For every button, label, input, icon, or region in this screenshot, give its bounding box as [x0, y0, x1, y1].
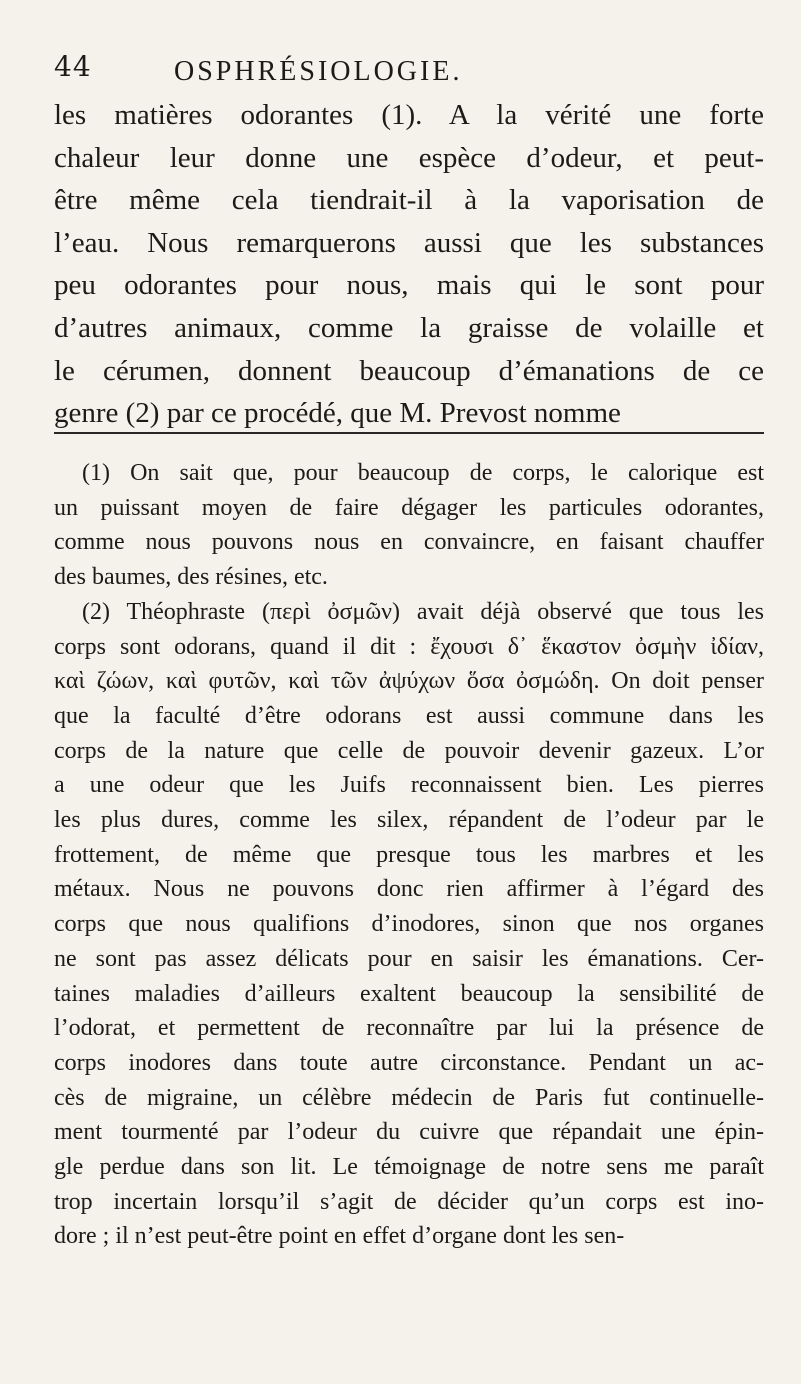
- page-number: 44: [54, 50, 92, 83]
- footnote-line: ne sont pas assez délicats pour en saisir les émanations. Cer-: [54, 945, 764, 972]
- footnote-line: que la faculté d’être odorans est aussi commune dans les: [54, 702, 764, 729]
- main-text-line: les matières odorantes (1). A la vérité une forte: [54, 99, 764, 131]
- footnote-separator: [54, 432, 764, 434]
- footnote-line: des baumes, des résines, etc.: [54, 564, 328, 591]
- footnote-line: a une odeur que les Juifs reconnaissent bien. Les pierres: [54, 772, 764, 799]
- footnote-line: ment tourmenté par l’odeur du cuivre que répandait une épin-: [54, 1119, 764, 1146]
- main-text-line: d’autres animaux, comme la graisse de volaille et: [54, 311, 764, 344]
- footnote-line: καὶ ζώων, καὶ φυτῶν, καὶ τῶν ἀψύχων ὅσα ὀσμώδη. On doit penser: [54, 668, 764, 695]
- footnote-line: dore ; il n’est peut-être point en effet d’organe dont les sen-: [54, 1223, 625, 1250]
- footnote-line: corps que nous qualifions d’inodores, sinon que nos organes: [54, 911, 764, 938]
- footnote-line: trop incertain lorsqu’il s’agit de décider qu’un corps est ino-: [54, 1188, 764, 1215]
- footnote-line: corps sont odorans, quand il dit : ἔχουσι δ᾽ ἕκαστον ὀσμὴν ἰδίαν,: [54, 633, 764, 660]
- footnote-line: l’odorat, et permettent de reconnaître par lui la présence de: [54, 1015, 764, 1042]
- footnote-1: [54, 456, 764, 595]
- footnote-line: cès de migraine, un célèbre médecin de Paris fut continuelle-: [54, 1084, 764, 1111]
- footnotes-block: [54, 456, 764, 1254]
- page-header: [54, 48, 774, 88]
- footnote-line: taines maladies d’ailleurs exaltent beaucoup la sensibilité de: [54, 980, 764, 1007]
- footnote-line: corps de la nature que celle de pouvoir devenir gazeux. L’or: [54, 737, 764, 764]
- footnote-line: corps inodores dans toute autre circonstance. Pendant un ac-: [54, 1049, 764, 1076]
- running-head: OSPHRÉSIOLOGIE.: [174, 56, 463, 87]
- main-text-line: l’eau. Nous remarquerons aussi que les substances: [54, 226, 764, 259]
- footnote-line: (2) Théophraste (περὶ ὀσμῶν) avait déjà observé que tous les: [82, 598, 764, 625]
- footnote-line: les plus dures, comme les silex, répandent de l’odeur par le: [54, 807, 764, 834]
- main-text-line: genre (2) par ce procédé, que M. Prevost nomme: [54, 397, 621, 430]
- footnote-line: gle perdue dans son lit. Le témoignage de notre sens me paraît: [54, 1154, 764, 1181]
- main-text-line: peu odorantes pour nous, mais qui le sont pour: [54, 269, 764, 302]
- footnote-line: comme nous pouvons nous en convaincre, en faisant chauffer: [54, 529, 764, 556]
- footnote-line: métaux. Nous ne pouvons donc rien affirmer à l’égard des: [54, 876, 764, 903]
- footnote-line: frottement, de même que presque tous les marbres et les: [54, 841, 764, 868]
- footnote-line: un puissant moyen de faire dégager les particules odorantes,: [54, 494, 764, 521]
- main-text-line: le cérumen, donnent beaucoup d’émanations de ce: [54, 354, 764, 387]
- main-text-line: être même cela tiendrait-il à la vaporisation de: [54, 184, 764, 217]
- main-text-line: chaleur leur donne une espèce d’odeur, et peut-: [54, 141, 764, 174]
- footnote-2: [54, 595, 764, 1254]
- footnote-line: (1) On sait que, pour beaucoup de corps, le calorique est: [82, 460, 764, 486]
- main-text-block: [54, 94, 764, 435]
